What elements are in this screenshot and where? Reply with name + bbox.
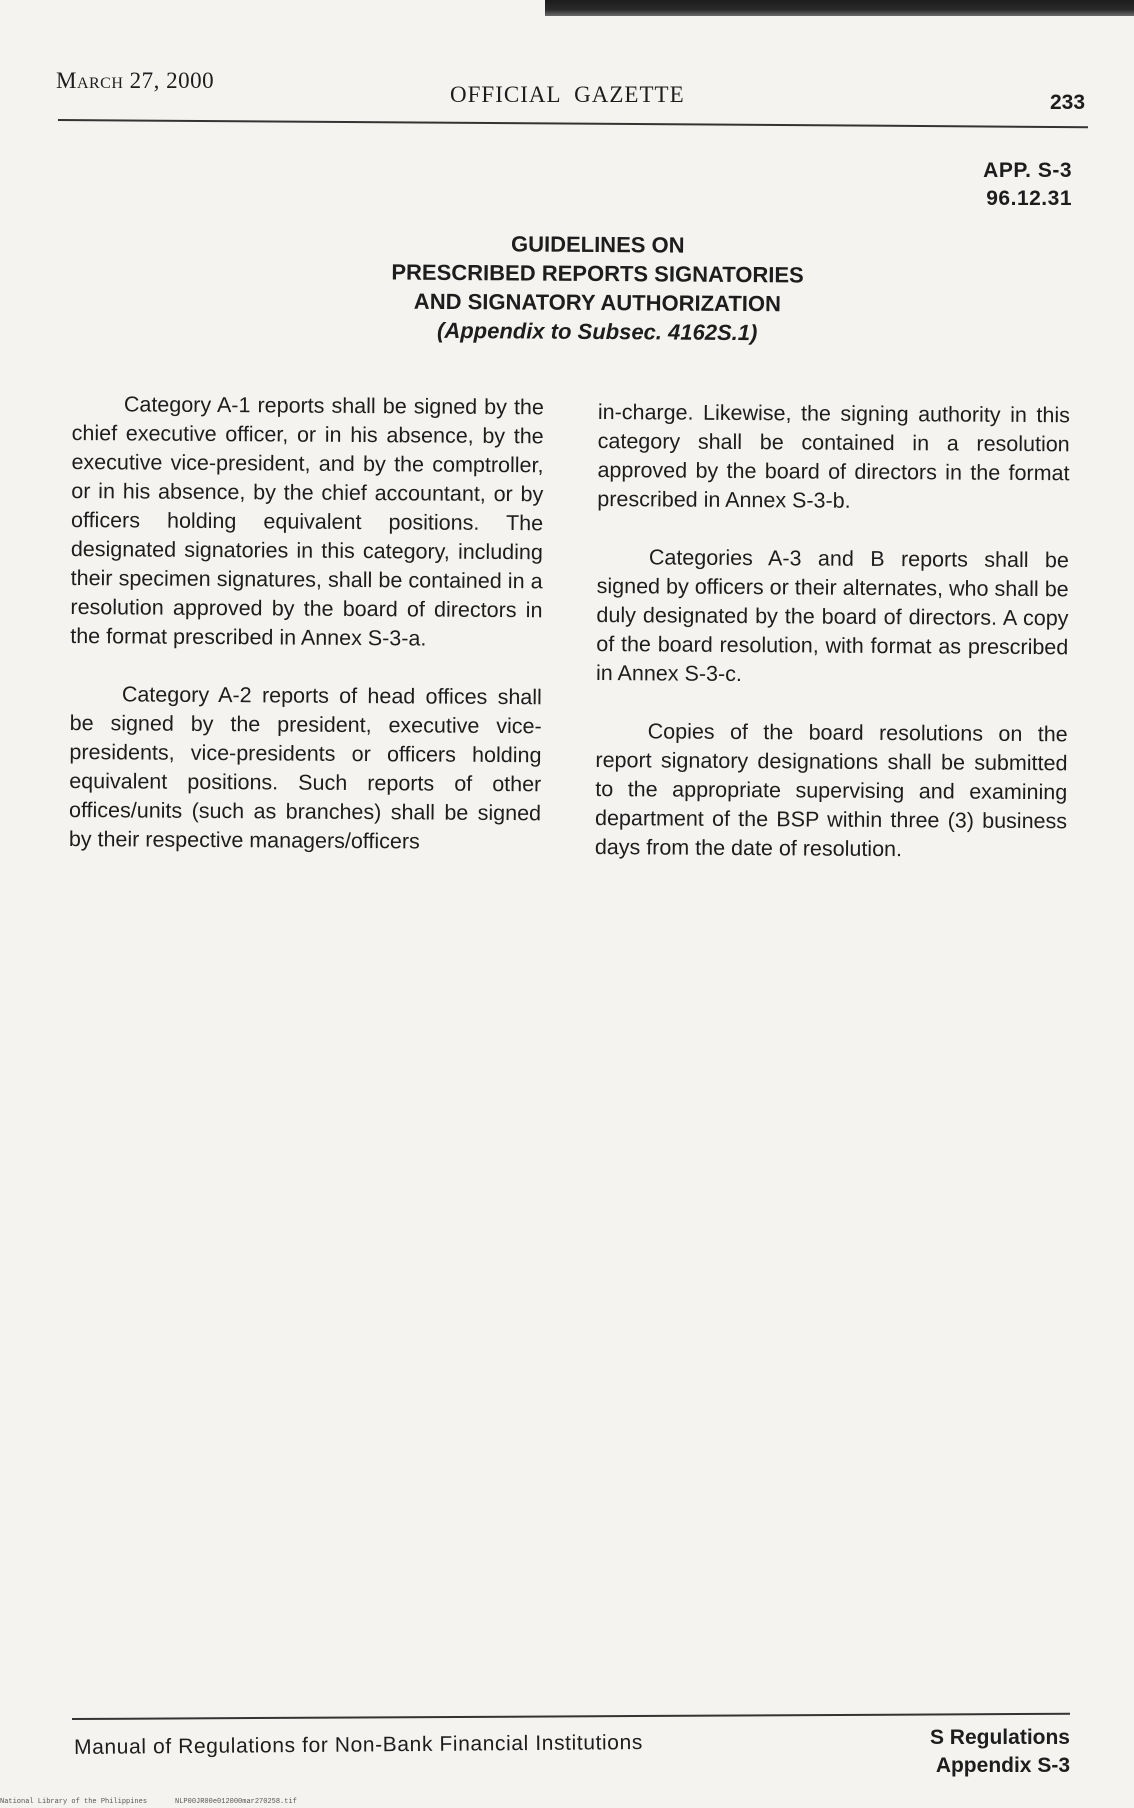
- section-label-line: Appendix S-3: [935, 1754, 1070, 1777]
- issue-date: [56, 68, 214, 94]
- appendix-date-line: 96.12.31: [986, 187, 1072, 210]
- paragraph-category-a2-continued: in-charge. Likewise, the signing authority in this category shall be contained in a resolution approved by the board of directors in the format prescribed in Annex S-3-b.: [597, 399, 1070, 513]
- section-label-line: S Regulations: [929, 1726, 1070, 1749]
- title-line: AND SIGNATORY AUTHORIZATION: [413, 288, 782, 317]
- paragraph-board-resolution-copies: Copies of the board resolutions on the report signatory designations shall be submitted to the appropriate supervising and examining department of the BSP within three (3) business days from the date of resolution.: [594, 719, 1068, 862]
- body-column-right: [595, 398, 1070, 894]
- issue-date-day-year: 27, 2000: [123, 68, 215, 93]
- appendix-code: [983, 157, 1072, 213]
- scan-filename: NLP00JR00e012000mar270258.tif: [175, 1798, 297, 1806]
- appendix-code-line: APP. S-3: [983, 159, 1072, 182]
- page-number: 233: [1050, 91, 1086, 114]
- paragraph-category-a2: Category A-2 reports of head offices shall be signed by the president, executive vice-presidents, vice-presidents or officers holding equivalent positions. Such reports of other offices/units (such as branches) shall be signed by their respective managers/officers: [68, 682, 542, 854]
- body-column-left: [69, 390, 544, 886]
- document-title: [330, 228, 866, 348]
- issue-date-initial: M: [56, 68, 77, 93]
- title-line: PRESCRIBED REPORTS SIGNATORIES: [391, 259, 804, 288]
- paragraph-category-a1: Category A-1 reports shall be signed by the chief executive officer, or in his absence, by the executive vice-president, and by the comptroller, or in his absence, by the chief accountant, or by officers holding equivalent positions. The designated signatories in this category, including their specimen signatures, shall be contained in a resolution approved by the board of directors in the format prescribed in Annex S-3-a.: [70, 392, 544, 651]
- header-divider: [58, 119, 1088, 128]
- issue-date-month: arch: [76, 68, 124, 93]
- manual-title: Manual of Regulations for Non-Bank Financial Institutions: [74, 1731, 644, 1759]
- section-label: [930, 1724, 1070, 1780]
- scan-metadata: [0, 1798, 297, 1806]
- title-line: GUIDELINES ON: [510, 231, 685, 258]
- scan-library: National Library of the Philippines: [0, 1798, 148, 1806]
- paragraph-category-a3-b: Categories A-3 and B reports shall be signed by officers or their alternates, who shall be duly designated by the board of directors. A copy of the board resolution, with format as prescribed in Annex S-3-c.: [595, 545, 1069, 687]
- footer-divider: [72, 1713, 1070, 1720]
- publication-title: OFFICIAL GAZETTE: [450, 82, 685, 107]
- title-subtitle: (Appendix to Subsec. 4162S.1): [436, 317, 758, 346]
- scan-edge-bar: [545, 0, 1134, 16]
